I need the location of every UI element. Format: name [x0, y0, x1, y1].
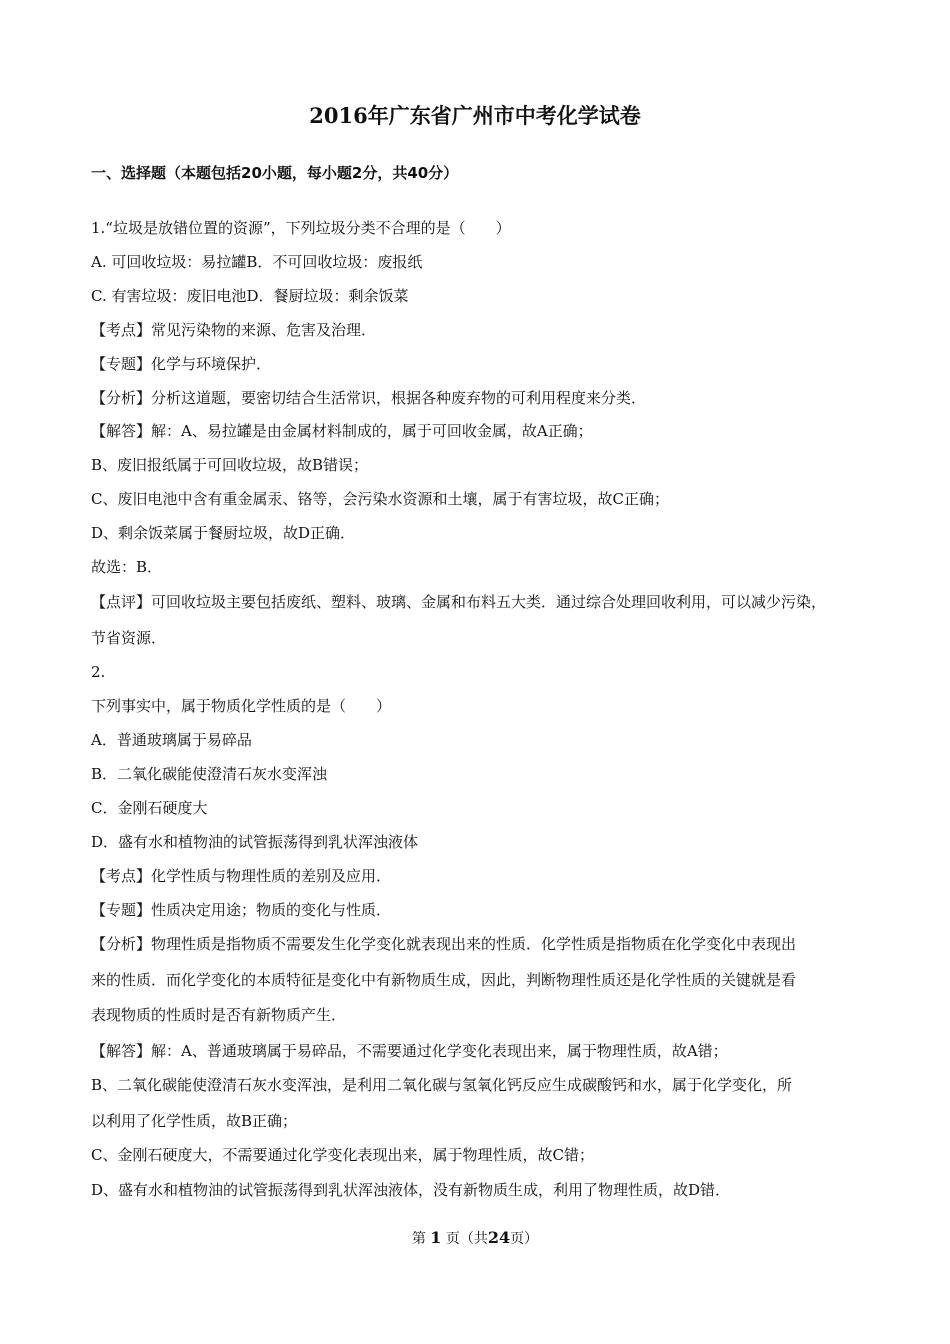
footer-middle: 页（共 [445, 1231, 488, 1247]
footer-prefix: 第 [411, 1231, 426, 1247]
question-2-option-b: B．二氧化碳能使澄清石灰水变浑浊 [91, 765, 328, 783]
q1-jieda-c: C、废旧电池中含有重金属汞、铬等，会污染水资源和土壤，属于有害垃圾，故C正确； [91, 490, 669, 508]
q2-jieda-c: C、金刚石硬度大，不需要通过化学变化表现出来，属于物理性质，故C错； [91, 1146, 594, 1164]
q2-jieda-d: D、盛有水和植物油的试管振荡得到乳状浑浊液体，没有新物质生成，利用了物理性质，故D错． [91, 1181, 731, 1199]
q1-jieda-b: B、废旧报纸属于可回收垃圾，故B错误； [91, 456, 369, 474]
question-1-options-cd: C. 有害垃圾：废旧电池D．餐厨垃圾：剩余饭菜 [91, 287, 409, 305]
q1-zhuanti: 【专题】化学与环境保护． [91, 355, 272, 373]
q1-kaodian: 【考点】常见污染物的来源、危害及治理． [91, 321, 377, 339]
q2-jieda-b: B、二氧化碳能使澄清石灰水变浑浊，是利用二氧化碳与氢氧化钙反应生成碳酸钙和水，属于化学变化，所 [91, 1076, 793, 1094]
page-footer [0, 1228, 950, 1248]
question-2-number: 2. [91, 663, 106, 681]
q1-jieda-d: D、剩余饭菜属于餐厨垃圾，故D正确． [91, 524, 356, 542]
question-2-option-a: A．普通玻璃属于易碎品 [91, 731, 252, 749]
footer-suffix: 页） [510, 1231, 539, 1247]
q1-dianping: 【点评】可回收垃圾主要包括废纸、塑料、玻璃、金属和布料五大类．通过综合处理回收利用，可以减少污染， [91, 593, 827, 611]
q1-fenxi: 【分析】分析这道题，要密切结合生活常识，根据各种废弃物的可利用程度来分类． [91, 389, 647, 407]
document-title: 2016年广东省广州市中考化学试卷 [309, 103, 641, 128]
question-1-stem: 1.“垃圾是放错位置的资源”，下列垃圾分类不合理的是（ ） [91, 219, 511, 237]
q2-zhuanti: 【专题】性质决定用途；物质的变化与性质． [91, 901, 392, 919]
q2-jieda: 【解答】解：A、普通玻璃属于易碎品，不需要通过化学变化表现出来，属于物理性质，故A错； [91, 1042, 728, 1060]
question-2-stem: 下列事实中，属于物质化学性质的是（ ） [91, 697, 392, 715]
q1-dianping-cont: 节省资源． [91, 629, 167, 647]
footer-page-number: 1 [430, 1228, 442, 1247]
q1-jieda: 【解答】解：A、易拉罐是由金属材料制成的，属于可回收金属，故A正确； [91, 422, 593, 440]
section-heading: 一、选择题（本题包括20小题，每小题2分，共40分） [91, 164, 459, 182]
q1-answer: 故选：B． [91, 558, 163, 576]
question-1-options-ab: A. 可回收垃圾：易拉罐B．不可回收垃圾：废报纸 [91, 253, 423, 271]
q2-fenxi-cont-2: 表现物质的性质时是否有新物质产生． [91, 1006, 347, 1024]
q2-jieda-b-cont: 以利用了化学性质，故B正确； [91, 1112, 298, 1130]
q2-kaodian: 【考点】化学性质与物理性质的差别及应用． [91, 867, 392, 885]
footer-total-pages: 24 [487, 1228, 511, 1247]
question-2-option-d: D．盛有水和植物油的试管振荡得到乳状浑浊液体 [91, 833, 419, 851]
q2-fenxi: 【分析】物理性质是指物质不需要发生化学变化就表现出来的性质．化学性质是指物质在化学变化中表现出 [91, 935, 797, 953]
q2-fenxi-cont-1: 来的性质．而化学变化的本质特征是变化中有新物质生成，因此，判断物理性质还是化学性质的关键就是看 [91, 971, 797, 989]
question-2-option-c: C．金刚石硬度大 [91, 799, 208, 817]
